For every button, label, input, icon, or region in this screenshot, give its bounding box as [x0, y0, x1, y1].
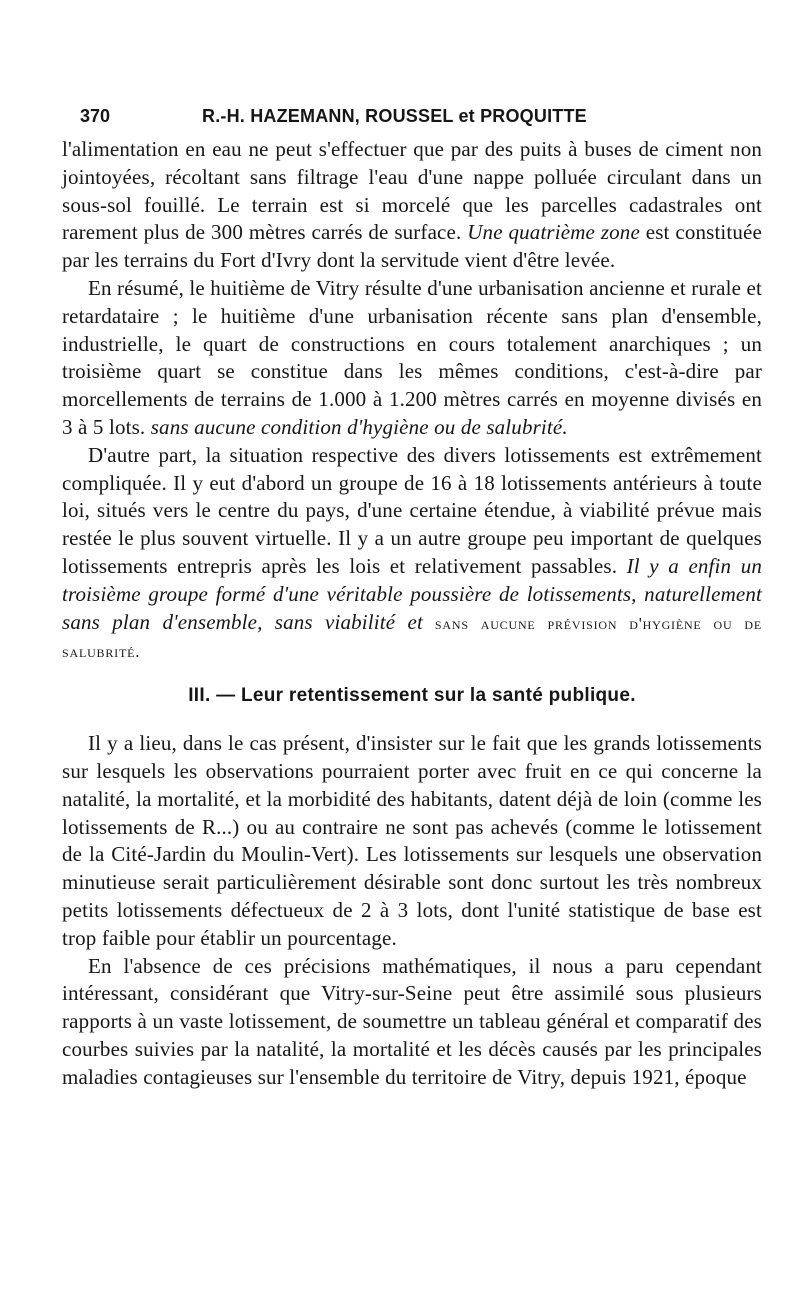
paragraph-text: est constituée par les terrains du Fort d'Ivry dont la servitude vient d'être levée.	[62, 220, 762, 273]
running-title: R.-H. HAZEMANN, ROUSSEL et PROQUITTE	[202, 106, 587, 126]
book-page	[62, 96, 762, 1092]
italic-phrase: Il y a enfin un troisième groupe formé d'une véritable poussière de lotissements, naturellement sans plan d'ensemble, sans viabilité et	[62, 553, 762, 634]
page-header	[62, 96, 762, 136]
paragraph-text: En l'absence de ces précisions mathématiques, il nous a paru cependant intéressant, considérant que Vitry-sur-Seine peut être assimilé sous plusieurs rapports à un vaste lotissement, de soumettre un tableau général et comparatif des courbes suivies par la natalité, la mortalité et les décès causés par les principales maladies contagieuses sur l'ensemble du territoire de Vitry, depuis 1921, époque	[62, 953, 762, 1089]
italic-phrase: Une quatrième zone	[467, 220, 640, 245]
paragraph-water-supply	[62, 136, 762, 275]
paragraph-observations	[62, 730, 762, 952]
page-number: 370	[80, 106, 111, 126]
small-caps-phrase: sans aucune prévision d'hygiène ou de salubrité.	[62, 613, 762, 662]
paragraph-text: l'alimentation en eau ne peut s'effectuer que par des puits à buses de ciment non jointoyées, récoltant sans filtrage l'eau d'une nappe polluée circulant dans un sous-sol fouillé. Le terrain est si morcelé que les parcelles cadastrales ont rarement plus de 300 mètres carrés de surface.	[62, 137, 762, 245]
paragraph-text: D'autre part, la situation respective des divers lotissements est extrêmement compliquée. Il y eut d'abord un groupe de 16 à 18 lotissements antérieurs à toute loi, situés vers le centre du pays, d'une certaine étendue, à viabilité prévue mais restée le plus souvent virtuelle. Il y a un autre groupe peu important de quelques lotissements entrepris après les lois et relativement passables.	[62, 442, 762, 578]
section-heading: III. — Leur retentissement sur la santé publique.	[188, 685, 636, 707]
paragraph-text: Il y a lieu, dans le cas présent, d'insister sur le fait que les grands lotissements sur lesquels les observations pourraient porter avec fruit en ce qui concerne la natalité, la mortalité, et la morbidité des habitants, datent déjà de loin (comme les lotissements de R...) ou au contraire ne sont pas achevés (comme le lotissement de la Cité-Jardin du Moulin-Vert). Les lotissements sur lesquels une observation minutieuse serait particulièrement désirable sont donc surtout les très nombreux petits lotissements défectueux de 2 à 3 lots, dont l'unité statistique de base est trop faible pour établir un pourcentage.	[62, 731, 762, 950]
paragraph-text: En résumé, le huitième de Vitry résulte d'une urbanisation ancienne et rurale et retardataire ; le huitième d'une urbanisation récente sans plan d'ensemble, industrielle, le quart de constructions en cours totalement anarchiques ; un troisième quart se constitue dans les mêmes conditions, c'est-à-dire par morcellements de terrains de 1.000 à 1.200 mètres carrés en moyenne divisés en 3 à 5 lots.	[62, 275, 762, 439]
paragraph-summary	[62, 275, 762, 442]
paragraph-lotissements	[62, 442, 762, 666]
paragraph-statistics	[62, 953, 762, 1092]
italic-phrase: sans aucune condition d'hygiène ou de salubrité.	[150, 414, 568, 439]
